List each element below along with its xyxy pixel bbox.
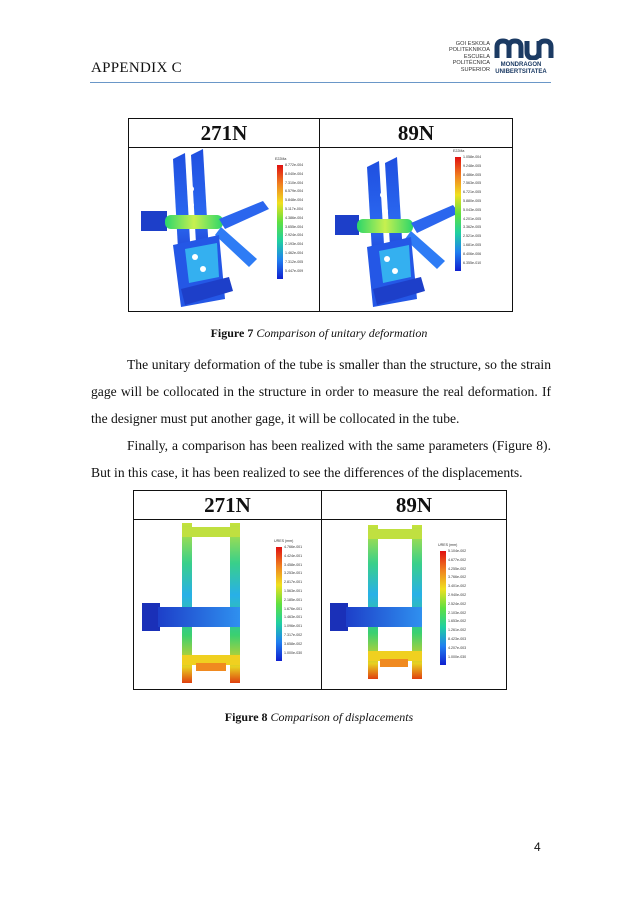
figure-7-right-legend: E22Ma 1.058e-004 9.248e-005 8.486e-005 7.563e-005 6.721e-005 5.880e-005 5.043e-005 4.201e-005 3.362e-005 2.521e-005 1.681e-005 8.406e-006 6.355e-010: [453, 149, 509, 277]
legend-colorbar: [276, 547, 282, 661]
figure-7-left-strain-render: [133, 149, 283, 309]
figure-7-left-legend: E22Ma 8.772e-004 8.040e-004 7.310e-004 6.579e-004 5.848e-004 5.117e-004 4.386e-004 3.655e-004 2.924e-004 2.193e-004 1.462e-004 7.312e-005 5.447e-009: [275, 157, 317, 281]
figure-8-right-title: 89N: [395, 493, 433, 517]
figure-8-caption: Figure 8 Comparison of displacements: [224, 710, 414, 724]
mondragon-logo-icon: [494, 38, 554, 60]
paragraph-2: Finally, a comparison has been realized with the same parameters (Figure 8). But in this case, it has been realized to see the differences of the displacements.: [91, 438, 551, 480]
figure-8-table: [133, 490, 507, 690]
figure-7-right-strain-render: [325, 149, 465, 309]
legend-title: URES (mm): [274, 539, 294, 543]
legend-colorbar: [440, 551, 446, 665]
figure-8-right-legend: URES (mm) 5.104e-002 4.677e-002 4.255e-002 3.766e-002 3.401e-002 2.940e-002 2.524e-002 2.103e-002 1.653e-002 1.261e-002 8.423e-003 4.207e-003 1.000e-030: [438, 543, 502, 669]
legend-colorbar: [455, 157, 461, 271]
figure-7-left-title: 271N: [200, 121, 248, 145]
figure-8-left-legend: URES (mm) 4.766e-001 4.424e-001 3.458e-001 3.253e-001 2.817e-001 1.563e-001 2.185e-001 1.676e-001 1.463e-001 1.096e-001 7.317e-002 3.658e-002 1.000e-030: [274, 539, 318, 665]
figure-7-right-title: 89N: [397, 121, 435, 145]
figure-7-table: [128, 118, 513, 312]
legend-title: E22Ma: [275, 157, 287, 161]
figure-8-right-displacement-render: [326, 525, 436, 685]
header-rule: [90, 82, 551, 83]
figure-8-left-displacement-render: [138, 523, 268, 685]
paragraph-1: The unitary deformation of the tube is smaller than the structure, so the strain gage will be collocated in the structure in order to measure the real deformation. If the designer must put another gage, it will be collocated in the tube.: [91, 357, 551, 426]
school-name-logo-text: GOI ESKOLA POLITEKNIKOA ESCUELA POLITÉCNICA SUPERIOR: [448, 41, 490, 73]
legend-colorbar: [277, 165, 283, 279]
legend-title: URES (mm): [438, 543, 458, 547]
figure-7-caption: Figure 7 Comparison of unitary deformation: [210, 326, 428, 340]
page-number: 4: [534, 840, 541, 854]
university-name-logo-text: MONDRAGON UNIBERTSITATEA: [495, 62, 547, 75]
figure-8-left-title: 271N: [204, 493, 251, 517]
legend-title: E22Ma: [453, 149, 465, 153]
section-title: APPENDIX C: [91, 60, 182, 76]
